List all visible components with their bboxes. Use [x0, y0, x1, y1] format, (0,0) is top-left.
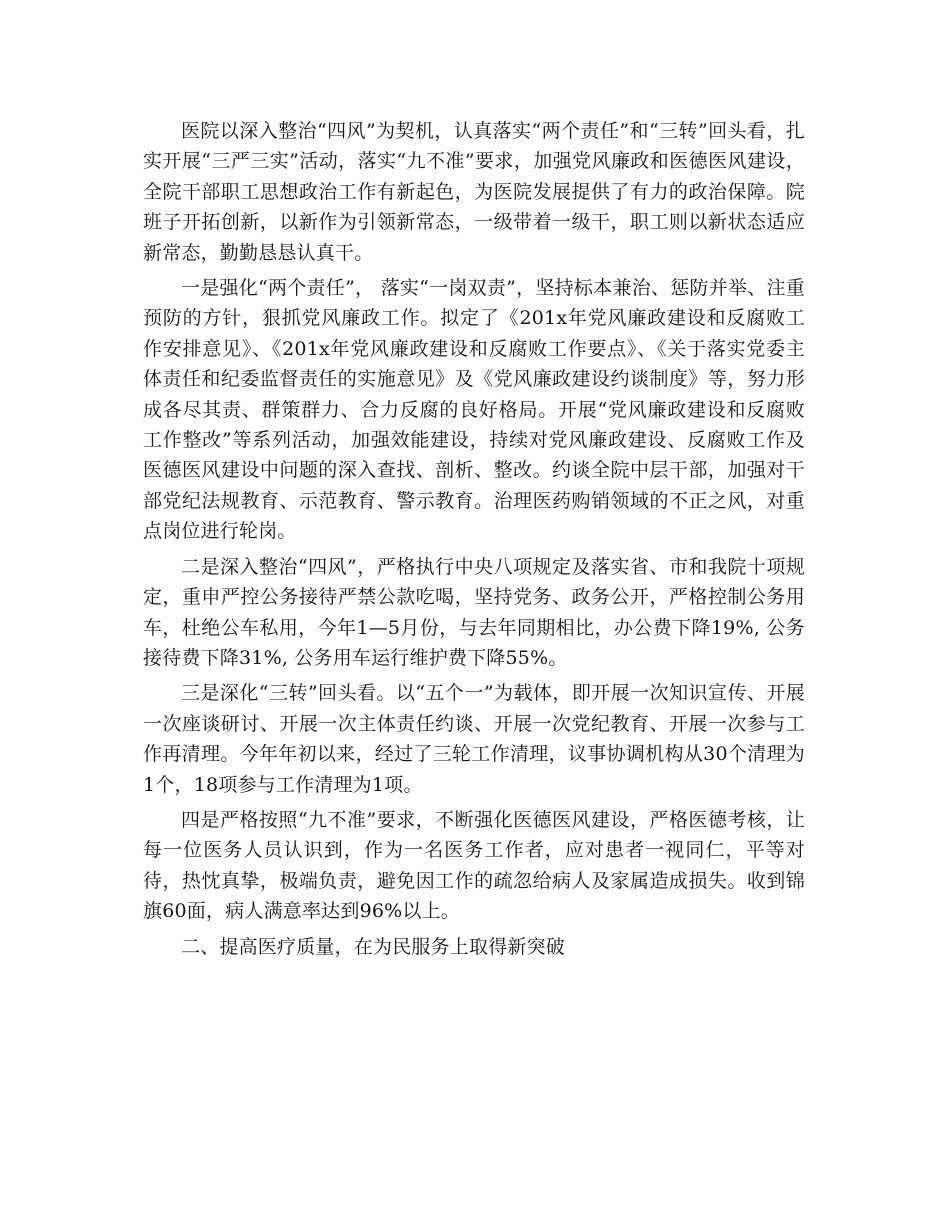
paragraph-intro: 医院以深入整治“四风”为契机，认真落实“两个责任”和“三转”回头看，扎实开展“三严三实”活动，落实“九不准”要求，加强党风廉政和医德医风建设，全院干部职工思想政治工作有新起色，为医院发展提供了有力的政治保障。院班子开拓创新，以新作为引领新常态，一级带着一级干，职工则以新状态适应新常态，勤勤恳恳认真干。 [143, 120, 805, 264]
paragraph-four-winds: 二是深入整治“四风”，严格执行中央八项规定及落实省、市和我院十项规定，重申严控公务接待严禁公款吃喝，坚持党务、政务公开，严格控制公务用车，杜绝公车私用，今年1—5月份，与去年同期相比，办公费下降19%, 公务接待费下降31%, 公务用车运行维护费下降55%。 [143, 555, 805, 669]
document-body [143, 116, 805, 967]
paragraph-nine-prohibitions: 四是严格按照“九不准”要求，不断强化医德医风建设，严格医德考核，让每一位医务人员认识到，作为一名医务工作者，应对患者一视同仁，平等对待，热忱真挚，极端负责，避免因工作的疏忽给病人及家属造成损失。收到锦旗60面，病人满意率达到96%以上。 [143, 808, 805, 923]
paragraph-two-responsibilities: 一是强化“两个责任”， 落实“一岗双责”，坚持标本兼治、惩防并举、注重预防的方针，狠抓党风廉政工作。拟定了《201x年党风廉政建设和反腐败工作安排意见》、《201x年党风廉政建设和反腐败工作要点》、《关于落实党委主体责任和纪委监督责任的实施意见》及《党风廉政建设约谈制度》等，努力形成各尽其责、群策群力、合力反腐的良好格局。开展“党风廉政建设和反腐败工作整改”等系列活动，加强效能建设，持续对党风廉政建设、反腐败工作及医德医风建设中问题的深入查找、剖析、整改。约谈全院中层干部，加强对干部党纪法规教育、示范教育、警示教育。治理医药购销领域的不正之风，对重点岗位进行轮岗。 [143, 277, 805, 543]
paragraph-three-transformations: 三是深化“三转”回头看。以“五个一”为载体，即开展一次知识宣传、开展一次座谈研讨、开展一次主体责任约谈、开展一次党纪教育、开展一次参与工作再清理。今年年初以来，经过了三轮工作清理，议事协调机构从30个清理为1个，18项参与工作清理为1项。 [143, 682, 805, 796]
section-heading-medical-quality: 二、提高医疗质量，在为民服务上取得新突破 [181, 935, 566, 958]
